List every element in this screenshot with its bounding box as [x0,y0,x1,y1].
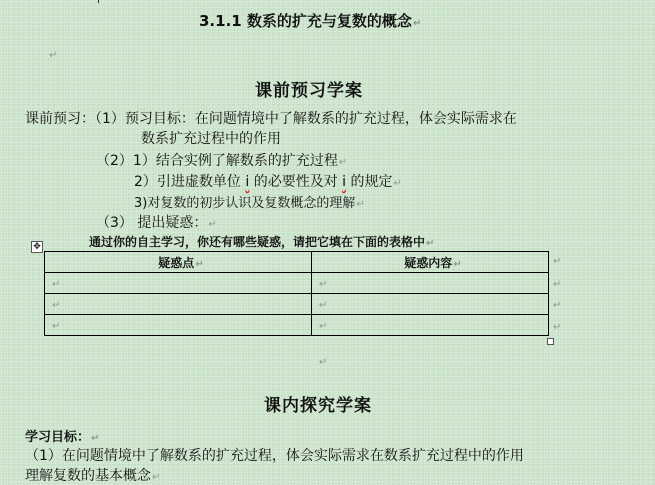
table-instruction [89,233,434,250]
learning-goals-label-text: 学习目标： [25,430,91,445]
preview-goal-1-line-1 [25,108,517,128]
paragraph-mark: ↵ [356,199,365,210]
table-header-cell[interactable] [45,252,312,273]
paragraph-mark: ↵ [52,321,61,332]
preview-goal-3-text: （3） 提出疑惑： [96,215,208,231]
paragraph-mark: ↵ [208,219,217,230]
goal-2-item-2-suffix: 的规定 [346,174,393,190]
table-cell[interactable] [312,273,549,294]
goal-2-item-2-prefix: 2）引进虚数单位 [134,174,246,190]
paragraph-mark: ↵ [52,300,61,311]
section-heading-inclass [264,391,372,416]
preview-goal-2-item-3 [134,192,365,211]
paragraph-mark: ↵ [319,300,328,311]
paragraph-mark: ↵ [91,433,100,444]
table-row [45,315,549,336]
goal-2-item-2-middle: 的必要性及对 [249,174,343,190]
table-row [45,273,549,294]
learning-goal-1-line-2 [25,465,160,485]
questions-table [44,251,549,336]
table-cell[interactable] [312,315,549,336]
paragraph-mark: ↵ [319,279,328,290]
row-end-mark: ↵ [553,256,562,267]
learning-goal-1-continuation: 理解复数的基本概念 [25,468,151,484]
row-end-mark: ↵ [553,322,562,333]
table-resize-handle[interactable] [547,338,554,345]
preview-goal-2 [96,150,347,170]
paragraph-mark: ↵ [49,50,58,61]
preview-goal-3 [96,212,217,232]
paragraph-mark: ↵ [319,321,328,332]
table-instruction-text: 通过你的自主学习，你还有哪些疑惑，请把它填在下面的表格中 [89,235,426,249]
section-heading-preview [255,76,363,101]
paragraph-mark: ↵ [319,357,328,368]
table-row [45,294,549,315]
header-doubt-content: 疑惑内容 [404,255,453,270]
row-end-mark: ↵ [553,300,562,311]
preview-goal-1-text: （1）预习目标：在问题情境中了解数系的扩充过程，体会实际需求在 [95,111,517,127]
section-heading-text: 课内探究学案 [264,396,372,416]
section-heading-text: 课前预习学案 [255,81,363,101]
preview-goal-2-item-2 [134,171,402,191]
learning-goal-1-line-1 [25,445,524,465]
table-header-row [45,252,549,273]
table-cell[interactable] [312,294,549,315]
header-doubt-point: 疑惑点 [158,255,195,270]
page-top-rule [0,0,130,3]
preview-label: 课前预习： [25,111,95,127]
table-cell[interactable] [45,273,312,294]
table-cell[interactable] [45,315,312,336]
imaginary-unit-i: i [245,174,250,190]
paragraph-mark: ↵ [412,18,422,29]
document-title [199,10,421,31]
paragraph-mark: ↵ [453,258,462,270]
preview-goal-1-continuation: 数系扩充过程中的作用 [141,131,281,147]
document-title-text: 3.1.1 数系的扩充与复数的概念 [199,12,412,30]
table-move-handle-icon[interactable] [31,241,43,253]
table-cell[interactable] [45,294,312,315]
move-glyph: ✥ [33,242,41,252]
imaginary-unit-i: i [342,174,347,190]
row-end-mark: ↵ [553,279,562,290]
paragraph-mark: ↵ [338,157,348,168]
paragraph-mark: ↵ [152,472,161,483]
learning-goal-1-text: （1）在问题情境中了解数系的扩充过程，体会实际需求在数系扩充过程中的作用 [25,448,524,464]
table-header-cell[interactable] [312,252,549,273]
learning-goals-label [25,426,99,445]
paragraph-mark: ↵ [426,238,435,249]
goal-2-item-3-text: 3)对复数的初步认识及复数概念的理解 [134,196,356,211]
preview-goal-1-line-2 [141,128,281,148]
paragraph-mark: ↵ [393,178,402,189]
paragraph-mark: ↵ [52,279,61,290]
paragraph-mark: ↵ [195,258,204,270]
preview-goal-2-text: （2）1）结合实例了解数系的扩充过程 [96,153,338,169]
